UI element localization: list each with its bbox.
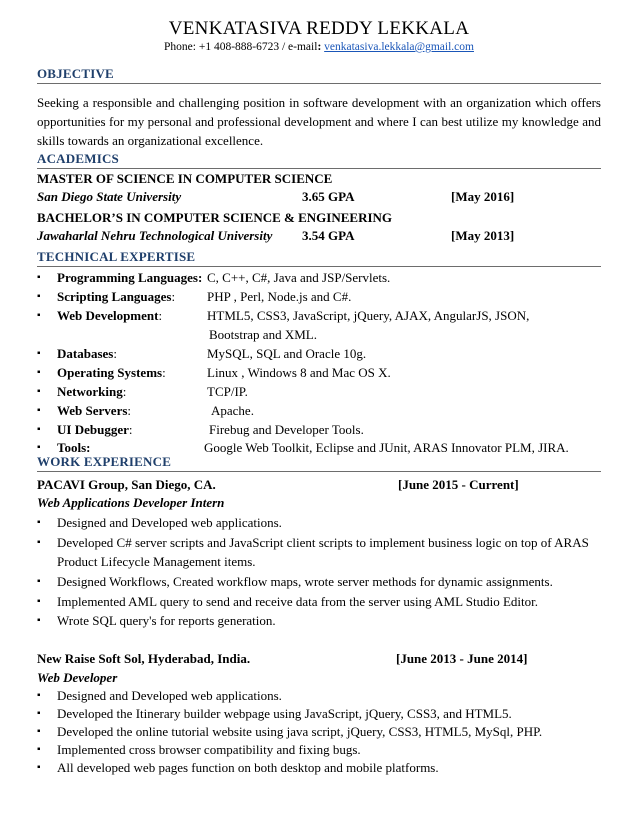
objective-text	[37, 93, 601, 150]
company-name: PACAVI Group, San Diego, CA.	[37, 477, 216, 492]
gpa: 3.65 GPA	[302, 189, 355, 204]
bullet-icon: ▪	[37, 762, 41, 773]
objective-line: Seeking a responsible and challenging position in software development with an organization which offers	[37, 95, 601, 110]
objective-line: skills towards an organizational excellence.	[37, 133, 264, 148]
tech-value: PHP , Perl, Node.js and C#.	[207, 289, 352, 304]
candidate-name: VENKATASIVA REDDY LEKKALA	[168, 18, 470, 39]
company-name: New Raise Soft Sol, Hyderabad, India.	[37, 651, 251, 666]
tech-value: Linux , Windows 8 and Mac OS X.	[207, 365, 391, 380]
tech-value: MySQL, SQL and Oracle 10g.	[207, 346, 367, 361]
job-bullet: Developed C# server scripts and JavaScript client scripts to implement business logic on top of ARAS	[57, 535, 589, 550]
job-bullet: Designed and Developed web applications.	[57, 515, 282, 530]
email-link[interactable]: venkatasiva.lekkala@gmail.com	[324, 41, 474, 53]
job-bullet: Implemented cross browser compatibility and fixing bugs.	[57, 742, 361, 757]
job-bullet: Developed the online tutorial website using java script, jQuery, CSS3, HTML5, MySql, PHP.	[57, 724, 543, 739]
section-title-academics: ACADEMICS	[37, 151, 601, 169]
bullet-icon: ▪	[37, 405, 41, 416]
school-name: Jawaharlal Nehru Technological University	[37, 228, 273, 243]
bullet-icon: ▪	[37, 442, 41, 453]
section-title-objective: OBJECTIVE	[37, 66, 601, 84]
tech-label: Networking:	[57, 384, 127, 399]
bullet-icon: ▪	[37, 291, 41, 302]
tech-value: C, C++, C#, Java and JSP/Servlets.	[207, 270, 391, 285]
bullet-icon: ▪	[37, 708, 41, 719]
tech-label: Scripting Languages:	[57, 289, 176, 304]
job-bullet-continued: Product Lifecycle Management items.	[57, 554, 256, 569]
bullet-icon: ▪	[37, 348, 41, 359]
tech-value: Firebug and Developer Tools.	[209, 422, 364, 437]
tech-value: Apache.	[211, 403, 254, 418]
bullet-icon: ▪	[37, 272, 41, 283]
contact-line	[0, 41, 638, 53]
degree-title: BACHELOR’S IN COMPUTER SCIENCE & ENGINEERING	[37, 210, 393, 225]
bullet-icon: ▪	[37, 517, 41, 528]
tech-value: Google Web Toolkit, Eclipse and JUnit, ARAS Innovator PLM, JIRA.	[204, 440, 569, 455]
section-title-work: WORK EXPERIENCE	[37, 454, 601, 472]
tech-label: Operating Systems:	[57, 365, 166, 380]
bullet-icon: ▪	[37, 690, 41, 701]
tech-value: HTML5, CSS3, JavaScript, jQuery, AJAX, AngularJS, JSON,	[207, 308, 530, 323]
tech-label: Web Servers:	[57, 403, 132, 418]
tech-label: Tools:	[57, 440, 91, 455]
job-role: Web Applications Developer Intern	[37, 495, 225, 510]
tech-value-continued: Bootstrap and XML.	[209, 327, 317, 342]
degree-title: MASTER OF SCIENCE IN COMPUTER SCIENCE	[37, 171, 333, 186]
bullet-icon: ▪	[37, 615, 41, 626]
job-dates: [June 2015 - Current]	[398, 477, 519, 492]
bullet-icon: ▪	[37, 726, 41, 737]
job-bullet: Wrote SQL query's for reports generation.	[57, 613, 276, 628]
bullet-icon: ▪	[37, 744, 41, 755]
job-bullet: Designed Workflows, Created workflow maps, wrote server methods for dynamic assignments.	[57, 574, 553, 589]
tech-value: TCP/IP.	[207, 384, 248, 399]
job-dates: [June 2013 - June 2014]	[396, 651, 528, 666]
phone-label: Phone: +1 408-888-6723 / e-mail	[164, 41, 318, 53]
bullet-icon: ▪	[37, 596, 41, 607]
job-bullet: Designed and Developed web applications.	[57, 688, 282, 703]
bullet-icon: ▪	[37, 537, 41, 548]
tech-label: Databases:	[57, 346, 117, 361]
section-title-technical: TECHNICAL EXPERTISE	[37, 249, 601, 267]
bullet-icon: ▪	[37, 576, 41, 587]
graduation-date: [May 2016]	[451, 189, 515, 204]
objective-line: opportunities for my personal and professional development and where I can best utilize my knowledge and	[37, 114, 601, 129]
job-bullet: All developed web pages function on both desktop and mobile platforms.	[57, 760, 439, 775]
graduation-date: [May 2013]	[451, 228, 515, 243]
bullet-icon: ▪	[37, 424, 41, 435]
job-bullet: Implemented AML query to send and receive data from the server using AML Studio Editor.	[57, 594, 539, 609]
bullet-icon: ▪	[37, 367, 41, 378]
bullet-icon: ▪	[37, 310, 41, 321]
tech-label: UI Debugger:	[57, 422, 133, 437]
colon: :	[317, 41, 322, 53]
job-bullet: Developed the Itinerary builder webpage using JavaScript, jQuery, CSS3, and HTML5.	[57, 706, 512, 721]
tech-label: Web Development:	[57, 308, 163, 323]
bullet-icon: ▪	[37, 386, 41, 397]
school-name: San Diego State University	[37, 189, 182, 204]
tech-label: Programming Languages:	[57, 270, 203, 285]
job-role: Web Developer	[37, 670, 118, 685]
gpa: 3.54 GPA	[302, 228, 355, 243]
